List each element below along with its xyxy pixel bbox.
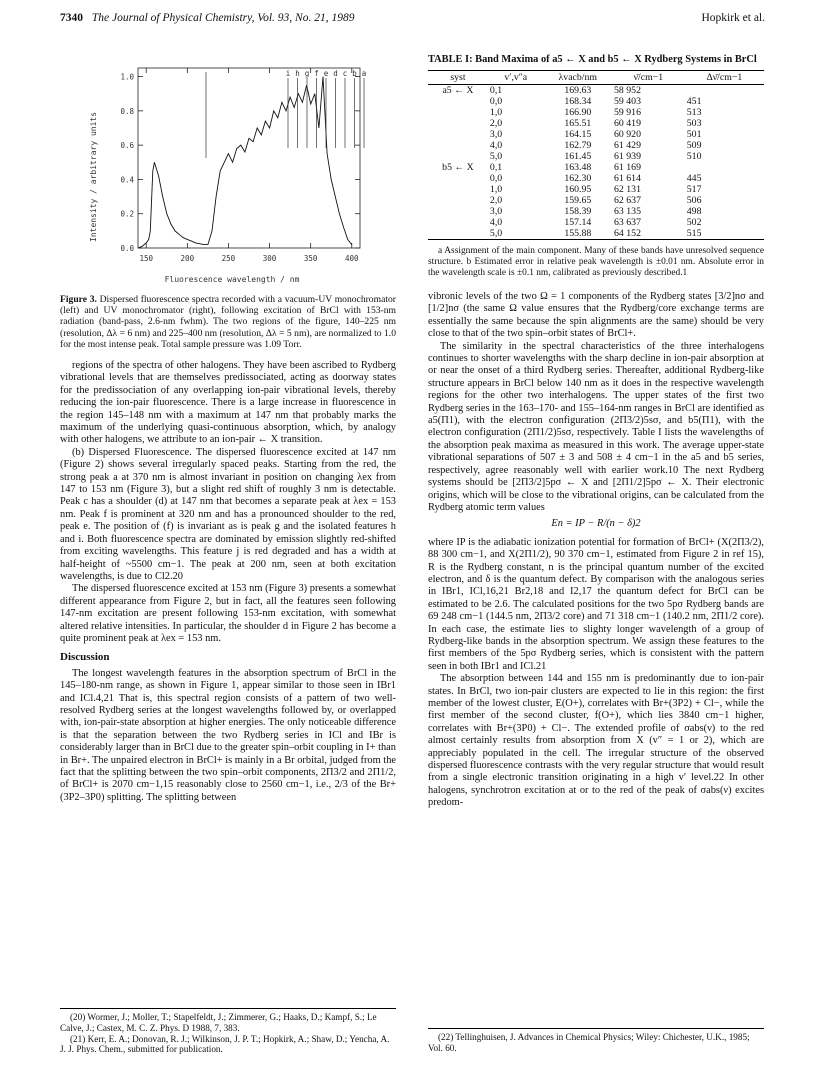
y-tick-label: 0.8 <box>120 106 134 116</box>
cell-nu: 61 939 <box>614 151 641 162</box>
peak-label: g <box>304 69 310 78</box>
peak-label: b <box>352 69 357 78</box>
table-row <box>428 129 764 140</box>
y-axis-title: Intensity / arbitrary units <box>89 111 98 242</box>
x-tick-label: 150 <box>139 254 153 263</box>
cell-lam: 159.65 <box>564 195 592 206</box>
band-maxima-table <box>428 70 764 240</box>
cell-vv: 2,0 <box>489 195 503 206</box>
peak-label: i <box>285 69 291 78</box>
cell-nu: 58 952 <box>614 85 641 96</box>
cell-lam: 164.15 <box>564 129 592 140</box>
peak-label: a <box>361 69 367 78</box>
cell-lam: 166.90 <box>564 107 592 118</box>
col-header-nu: ν̄/cm−1 <box>612 71 685 85</box>
cell-dnu: 502 <box>686 217 702 228</box>
table-title: TABLE I: Band Maxima of a5 ← X and b5 ← X Rydberg Systems in BrCl <box>428 54 757 65</box>
table-row <box>428 195 764 206</box>
cell-nu: 59 403 <box>614 96 641 107</box>
cell-dnu: 510 <box>686 151 702 162</box>
table-row <box>428 217 764 228</box>
table-row <box>428 151 764 162</box>
right-para-2: The similarity in the spectral characteristics of the three interhalogens continues to shorter wavelengths with the sharp decline in ion-pair absorption at or near the onset of a third Rydberg series. Thereafter, additional Rydberg-like structure appears in BrCl below 140 nm as it does in the respective wavelength regions for the other two interhalogens. The upper states of the first two Rydberg series in the 163–170- and 155–164-nm ranges in BrCl are identified as a5(Π1), with the electron configuration (2Π3/2)5sσ, and b5(Π1), with the electron configuration (2Π1/2)5sσ, respectively. Table I lists the wavelengths of the absorption peak maxima as measured in this work. The average upper-state vibrational separations of 507 ± 3 and 508 ± 4 cm−1 in the a5 and b5 series, respectively, agree reasonably well with earlier work.10 The next Rydberg systems should be [2Π3/2]5pσ ← X and [2Π1/2]5pσ ← X. Their electronic origins, which will be close to the vibrational origins, can be calculated from the Rydberg atomic term values <box>428 340 764 513</box>
footnote-22: (22) Tellinghuisen, J. Advances in Chemical Physics; Wiley: Chichester, U.K., 1985; Vol. 60. <box>428 1032 750 1053</box>
col-header-dnu: Δν̄/cm−1 <box>685 71 764 85</box>
y-tick-label: 0.0 <box>120 244 134 253</box>
x-tick-label: 200 <box>180 254 195 263</box>
table-row <box>428 85 764 97</box>
cell-sys <box>428 140 488 151</box>
cell-dnu <box>685 85 764 97</box>
cell-dnu: 506 <box>686 195 702 206</box>
cell-lam: 162.79 <box>564 140 592 151</box>
right-para-3: where IP is the adiabatic ionization potential for formation of BrCl+ (X(2Π3/2), 88 300 cm−1, and X(2Π1/2), 90 370 cm−1, estimated from Figure 2 in ref 15), R is the Rydberg constant, n is the principal quantum number of the excited electron, and δ is the quantum defect. By comparison with the analogous series in IBr1, ICl,16,21 Br2,18 and I2,17 the quantum defect for BrCl can be estimated to be 2.6. The calculated positions for the two 5pσ Rydberg bands are 69 248 cm−1 (144.5 nm, 2Π3/2 core) and 71 318 cm−1 (140.2 nm, 2Π1/2 core). In each case, the estimate lies to slighty longer wavelength of a group of Rydberg-like bands in the absorption spectrum. We assign these features to the first members of the 5pσ Rydberg series, which is consistent with the pattern seen in both IBr1 and ICl.21 <box>428 536 764 672</box>
cell-lam: 157.14 <box>564 217 592 228</box>
table-body <box>428 85 764 240</box>
cell-sys <box>428 228 488 240</box>
x-tick-label: 250 <box>221 254 236 263</box>
cell-sys <box>428 118 488 129</box>
y-tick-label: 0.6 <box>120 141 134 151</box>
page-number: 7340 <box>60 12 83 24</box>
cell-vv: 3,0 <box>489 206 503 217</box>
cell-sys <box>428 151 488 162</box>
cell-dnu <box>685 162 764 173</box>
x-tick-label: 350 <box>303 254 318 263</box>
table-header-row <box>428 71 764 85</box>
right-footnotes <box>428 1028 764 1054</box>
cell-sys <box>428 184 488 195</box>
cell-vv: 0,1 <box>489 85 503 96</box>
journal-title: The Journal of Physical Chemistry, Vol. 93, No. 21, 1989 <box>91 12 355 24</box>
cell-nu: 62 637 <box>614 195 641 206</box>
cell-lam: 169.63 <box>564 85 592 96</box>
cell-dnu: 445 <box>686 173 702 184</box>
x-tick-label: 400 <box>345 254 359 263</box>
table-row <box>428 140 764 151</box>
table-row <box>428 228 764 240</box>
right-column <box>428 54 764 810</box>
right-para-4: The absorption between 144 and 155 nm is predominantly due to ion-pair states. In BrCl, two ion-pair clusters are expected to lie in this region: the first member of the lowest cluster, E(O+), correlates with Br+(3P2) + Cl−, while the first member of the second cluster, f(O+), which lies 3840 cm−1 higher, correlates with Br+(3P0) + Cl−. The extended profile of σabs(ν) to the red almost certainly results from absorption from X (v″ = 1 or 2), which are appreciably populated in the cell. The irregular structure of the observed dispersed fluorescence contrasts with the very regular structure that would result from a single electronic transition originating in a high v′ level.22 In other halogens, synchrotron excitation at or to the red of the peak of σabs(ν) excites predom- <box>428 673 764 809</box>
cell-lam: 158.39 <box>564 206 592 217</box>
cell-vv: 3,0 <box>489 129 503 140</box>
x-tick-label: 300 <box>262 254 277 263</box>
cell-sys: a5 ← X <box>442 85 474 96</box>
cell-sys <box>428 206 488 217</box>
cell-nu: 60 419 <box>614 118 641 129</box>
caption-text: Dispersed fluorescence spectra recorded with a vacuum-UV monochromator (left) and UV monochromator (right), following excitation of BrCl with 153-nm radiation (band-pass, 2.6-nm fwhm). The two regions of the figure, 140–225 nm (resolution, Δλ = 6 nm) and 225–400 nm (resolution, Δλ = 5 nm), are normalized to 1.0 for the most intense peak. Total sample pressure was 1.09 Torr. <box>60 294 396 350</box>
footnote-21: (21) Kerr, E. A.; Donovan, R. J.; Wilkinson, J. P. T.; Hopkirk, A.; Shaw, D.; Yencha, A. J. J. Phys. Chem., submitted for publication. <box>60 1033 390 1055</box>
cell-lam: 168.34 <box>564 96 592 107</box>
cell-vv: 4,0 <box>489 217 503 228</box>
col-header-syst: syst <box>428 71 488 85</box>
left-para-2: (b) Dispersed Fluorescence. The dispersed fluorescence excited at 147 nm (Figure 2) shows several irregularly spaced peaks. Starting from the red, the strong peak a at 370 nm is almost invariant in position on changing λex from 147 to 153 nm (Figure 3), but a slight red shift of roughly 3 nm is detectable. Peak c has a shoulder (d) at 147 nm that becomes a separate peak at λex = 153 nm. Peak f is prominent at 320 nm and has a pronounced shoulder to the red, peak e. The position of (f) is invariant as is peak g and the isolated features h and i. Both fluorescence spectra are dominated by emission slightly red-shifted from exciting wavelengths. This feature j is red degraded and has a width at half-height of ~5500 cm−1. The peak at 200 nm, seen at both excitation wavelengths, is due to Cl2.20 <box>60 446 396 582</box>
cell-dnu: 503 <box>686 118 702 129</box>
col-header-vv: v′,v″a <box>488 71 544 85</box>
cell-vv: 5,0 <box>488 228 544 240</box>
spectrum-trace <box>138 77 352 248</box>
peak-label: f <box>314 69 319 78</box>
cell-vv: 1,0 <box>489 184 503 195</box>
table-row <box>428 162 764 173</box>
cell-lam: 160.95 <box>564 184 592 195</box>
left-para-1: regions of the spectra of other halogens. They have been ascribed to Rydberg vibrational levels that are themselves predissociated, acting as doorway states for the predissociation of any overlapping ion-pair vibrational levels, thereby reducing the ion-pair fluorescence. There is a large increase in fluorescence in the region 145–148 nm with a maximum at 147 nm that probably marks the maximum of the underlying quasi-continuous absorption, which, by analogy with other halogens, we attribute to an ion-pair ← X transition. <box>60 360 396 446</box>
cell-dnu: 515 <box>685 228 764 240</box>
footnote-20: (20) Wormer, J.; Moller, T.; Stapelfeldt, J.; Zimmerer, G.; Haaks, D.; Kampf, S.; Le Calve, J.; Castex, M. C. Z. Phys. D 1988, 7, 383. <box>60 1012 377 1033</box>
x-axis-title: Fluorescence wavelength / nm <box>164 275 300 284</box>
table-footnote: a Assignment of the main component. Many of these bands have unresolved sequence structure. b Estimated error in relative peak wavelength is ±0.01 nm. Absolute error in the wavelength scale is ±0.1 nm, calibrated as previously described.1 <box>428 246 764 278</box>
y-tick-label: 0.4 <box>120 175 134 185</box>
cell-dnu: 517 <box>686 184 702 195</box>
peak-label: e <box>323 69 329 78</box>
cell-dnu: 513 <box>686 107 702 118</box>
cell-nu: 59 916 <box>614 107 641 118</box>
cell-nu: 63 135 <box>614 206 641 217</box>
cell-nu: 61 429 <box>614 140 641 151</box>
left-para-4: The longest wavelength features in the absorption spectrum of BrCl in the 145–180-nm range, as shown in Figure 1, appear similar to those seen in IBr1 and ICl.4,21 That is, this spectral region consists of a pattern of two well-resolved Rydberg series at the longest wavelengths followed by, or overlapped with, ion-pair-state absorption at higher energies. The only noticeable difference is that the separation between the two Rydberg series in ICl and IBr is considerably larger than in BrCl due to the greater spin–orbit coupling in I+ than in Br+. The unpaired electron in BrCl+ is mainly in a Br orbital, judged from the fact that the splitting between the two spin–orbit components, 2Π3/2 and 2Π1/2, of BrCl+ is 2070 cm−1,15 reasonably close to 2560 cm−1, i.e., 2/3 of the Br+ (3P2–3P0) splitting. The splitting between <box>60 667 396 803</box>
cell-vv: 0,1 <box>489 162 503 173</box>
spectrum-chart <box>60 54 396 290</box>
table-row <box>428 206 764 217</box>
cell-nu: 62 131 <box>614 184 641 195</box>
page-header <box>60 12 765 28</box>
table-row <box>428 118 764 129</box>
y-tick-label: 0.2 <box>120 209 134 219</box>
left-footnotes <box>60 1008 396 1055</box>
caption-lead: Figure 3. <box>60 294 97 305</box>
cell-vv: 1,0 <box>489 107 503 118</box>
col-header-lambda: λvacb/nm <box>544 71 612 85</box>
cell-nu: 61 614 <box>614 173 641 184</box>
cell-lam: 165.51 <box>564 118 592 129</box>
cell-vv: 5,0 <box>489 151 503 162</box>
cell-lam: 161.45 <box>564 151 592 162</box>
cell-vv: 4,0 <box>489 140 503 151</box>
cell-sys: b5 ← X <box>442 162 474 173</box>
table-row <box>428 96 764 107</box>
plot-frame <box>138 68 360 248</box>
cell-nu: 61 169 <box>614 162 641 173</box>
cell-nu: 63 637 <box>614 217 641 228</box>
cell-sys <box>428 217 488 228</box>
figure-caption <box>60 294 396 350</box>
running-authors: Hopkirk et al. <box>701 12 765 24</box>
table-row <box>428 184 764 195</box>
cell-sys <box>428 96 488 107</box>
cell-lam: 162.30 <box>564 173 592 184</box>
rydberg-formula: En = IP − R/(n − δ)2 <box>551 518 641 530</box>
cell-vv: 0,0 <box>489 96 503 107</box>
peak-label: c <box>342 69 348 78</box>
right-para-1: vibronic levels of the two Ω = 1 components of the Rydberg states [3/2]nσ and [1/2]nσ (the same Ω value ensures that the Rydberg/core exchange terms are essentially the same because the spin alignments are the same) should be very close to that of the two spin–orbit states of BrCl+. <box>428 291 764 340</box>
left-column <box>60 54 396 804</box>
section-heading-discussion: Discussion <box>60 651 110 664</box>
cell-dnu: 498 <box>686 206 702 217</box>
cell-vv: 0,0 <box>489 173 503 184</box>
cell-dnu: 509 <box>686 140 702 151</box>
peak-label: h <box>295 69 300 78</box>
y-tick-label: 1.0 <box>120 72 134 82</box>
cell-sys <box>428 173 488 184</box>
cell-dnu: 451 <box>686 96 702 107</box>
cell-vv: 2,0 <box>489 118 503 129</box>
table-row <box>428 107 764 118</box>
cell-sys <box>428 129 488 140</box>
cell-sys <box>428 107 488 118</box>
cell-nu: 64 152 <box>612 228 685 240</box>
table-row <box>428 173 764 184</box>
cell-dnu: 501 <box>686 129 702 140</box>
cell-lam: 155.88 <box>544 228 612 240</box>
figure-3 <box>60 54 396 290</box>
peak-label: d <box>333 69 338 78</box>
left-para-3: The dispersed fluorescence excited at 153 nm (Figure 3) presents a somewhat different appearance from Figure 2, but in fact, all the features seen following 147-nm excitation are present following 153-nm excitation, with somewhat altered relative intensities. In particular, the shoulder d in Figure 2 has become a quite prominent peak at λex = 153 nm. <box>60 583 396 644</box>
cell-sys <box>428 195 488 206</box>
cell-lam: 163.48 <box>564 162 592 173</box>
cell-nu: 60 920 <box>614 129 641 140</box>
